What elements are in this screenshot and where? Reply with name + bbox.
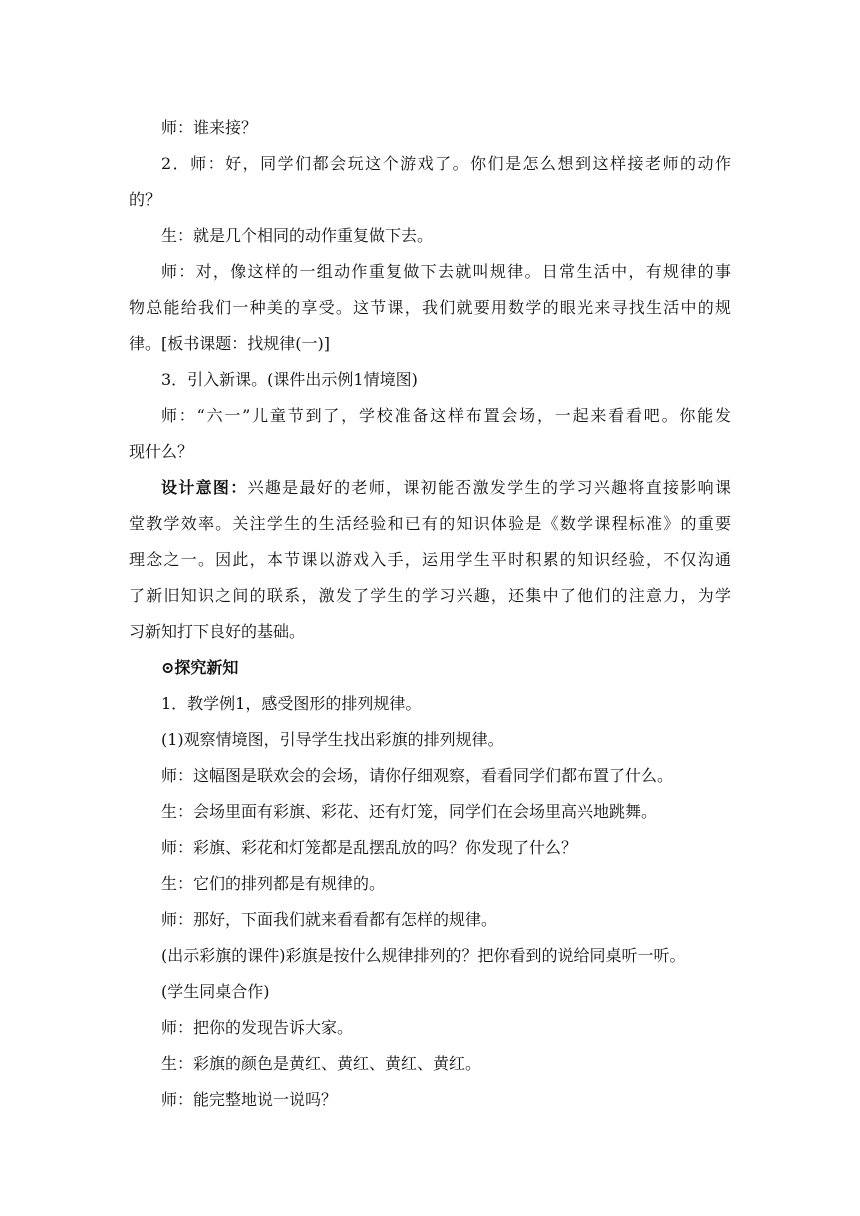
section-title: ⊙探究新知: [161, 658, 239, 677]
design-intent-line: 堂教学效率。关注学生的生活经验和已有的知识体验是《数学课程标准》的重要: [129, 514, 731, 533]
lesson-text: [129, 110, 731, 1118]
paragraph-line: 1．教学例1，感受图形的排列规律。: [161, 694, 422, 713]
paragraph-line: 师：“六一”儿童节到了，学校准备这样布置会场，一起来看看吧。你能发: [161, 406, 731, 425]
paragraph-line: 律。[板书课题：找规律(一)]: [129, 334, 330, 353]
design-intent-label: 设计意图：: [161, 478, 248, 497]
paragraph-line: 生：会场里面有彩旗、彩花、还有灯笼，同学们在会场里高兴地跳舞。: [161, 802, 658, 821]
design-intent-line: 了新旧知识之间的联系，激发了学生的学习兴趣，还集中了他们的注意力，为学: [129, 586, 731, 605]
paragraph-line: 师：这幅图是联欢会的会场，请你仔细观察，看看同学们都布置了什么。: [161, 766, 674, 785]
paragraph-line: 2．师：好，同学们都会玩这个游戏了。你们是怎么想到这样接老师的动作: [161, 154, 731, 173]
paragraph-line: 师：彩旗、彩花和灯笼都是乱摆乱放的吗？你发现了什么？: [161, 838, 578, 857]
paragraph-line: 师：把你的发现告诉大家。: [161, 1018, 354, 1037]
design-intent-line: 理念之一。因此，本节课以游戏入手，运用学生平时积累的知识经验，不仅沟通: [129, 550, 731, 569]
paragraph-line: 师：对，像这样的一组动作重复做下去就叫规律。日常生活中，有规律的事: [161, 262, 731, 281]
paragraph-line: 师：能完整地说一说吗？: [161, 1090, 338, 1109]
paragraph-line: 生：就是几个相同的动作重复做下去。: [161, 226, 434, 245]
design-intent-text: 兴趣是最好的老师，课初能否激发学生的学习兴趣将直接影响课: [247, 478, 731, 497]
design-intent-line: 习新知打下良好的基础。: [129, 622, 306, 641]
paragraph-line: (1)观察情境图，引导学生找出彩旗的排列规律。: [161, 730, 504, 749]
paragraph-line: 3．引入新课。(课件出示例1情境图): [161, 370, 418, 389]
paragraph-line: (出示彩旗的课件)彩旗是按什么规律排列的？把你看到的说给同桌听一听。: [161, 946, 686, 965]
paragraph-line: 物总能给我们一种美的享受。这节课，我们就要用数学的眼光来寻找生活中的规: [129, 298, 731, 317]
paragraph-line: 的？: [129, 190, 162, 209]
paragraph-line: 师：谁来接？: [161, 118, 258, 137]
paragraph-line: 现什么？: [129, 442, 194, 461]
paragraph-line: 生：彩旗的颜色是黄红、黄红、黄红、黄红。: [161, 1054, 482, 1073]
design-intent-line: [129, 470, 731, 506]
paragraph-line: 生：它们的排列都是有规律的。: [161, 874, 386, 893]
paragraph-line: (学生同桌合作): [161, 982, 270, 1001]
paragraph-line: 师：那好，下面我们就来看看都有怎样的规律。: [161, 910, 498, 929]
